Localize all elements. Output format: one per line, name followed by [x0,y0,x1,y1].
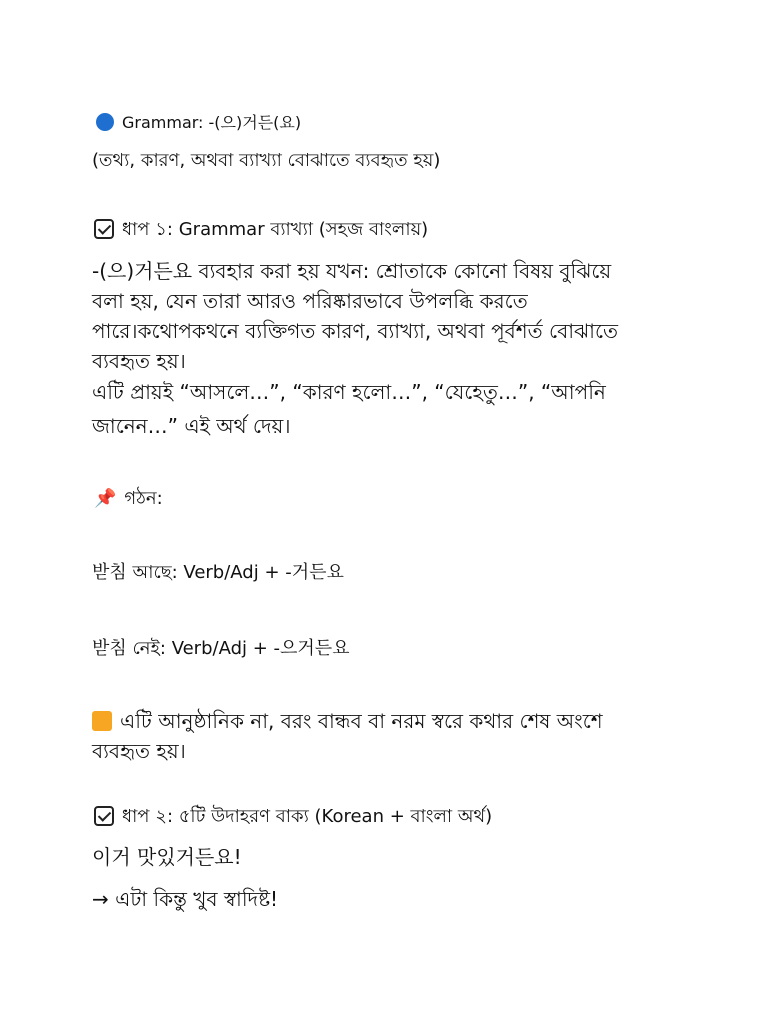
grammar-heading: Grammar: -(으)거든(요) [122,113,302,132]
step1-heading-row [92,217,428,243]
formation-batchim-yes: 받침 আছে: Verb/Adj + -거든요 [92,562,344,583]
formation-heading: গঠন: [124,488,163,509]
step2-heading: ধাপ ২: ৫টি উদাহরণ বাক্য (Korean + বাংলা অর্থ) [122,806,493,827]
meaning-line: এটি প্রায়ই “আসলে…”, “কারণ হলো…”, “যেহেতু…”, “আপনি [92,380,606,404]
example-bangla: → এটা কিন্তু খুব স্বাদিষ্ট! [92,887,279,911]
step2-heading-row [92,804,492,830]
note-paragraph [92,706,682,766]
formation-batchim-no: 받침 নেই: Verb/Adj + -으거든요 [92,638,350,659]
explanation-paragraph [92,256,682,376]
meaning-paragraph [92,375,682,443]
check-box-icon [94,219,114,239]
explanation-line: ব্যবহৃত হয়। [92,349,186,373]
check-box-icon [94,806,114,826]
note-text: এটি আনুষ্ঠানিক না, বরং বান্ধব বা নরম স্বরে কথার শেষ অংশে [120,709,603,733]
example-korean: 이거 맛있거든요! [92,845,242,869]
explanation-line: পারে।কথোপকথনে ব্যক্তিগত কারণ, ব্যাখ্যা, অথবা পূর্বশর্ত বোঝাতে [92,319,619,343]
orange-square-icon [92,711,112,731]
note-line: ব্যবহৃত হয়। [92,739,186,763]
explanation-line: বলা হয়, যেন তারা আরও পরিষ্কারভাবে উপলব্ধি করতে [92,289,528,313]
note-line [92,706,682,736]
pushpin-icon: 📌 [94,488,117,509]
formation-heading-row [92,486,163,512]
grammar-heading-row [92,110,301,136]
meaning-line: জানেন…” এই অর্থ দেয়। [92,414,291,438]
explanation-line: -(으)거든요 ব্যবহার করা হয় যখন: শ্রোতাকে কোনো বিষয় বুঝিয়ে [92,259,612,283]
blue-circle-icon [96,113,114,131]
step1-heading: ধাপ ১: Grammar ব্যাখ্যা (সহজ বাংলায়) [122,219,429,240]
subtitle: (তথ্য, কারণ, অথবা ব্যাখ্যা বোঝাতে ব্যবহৃত হয়) [92,150,441,171]
